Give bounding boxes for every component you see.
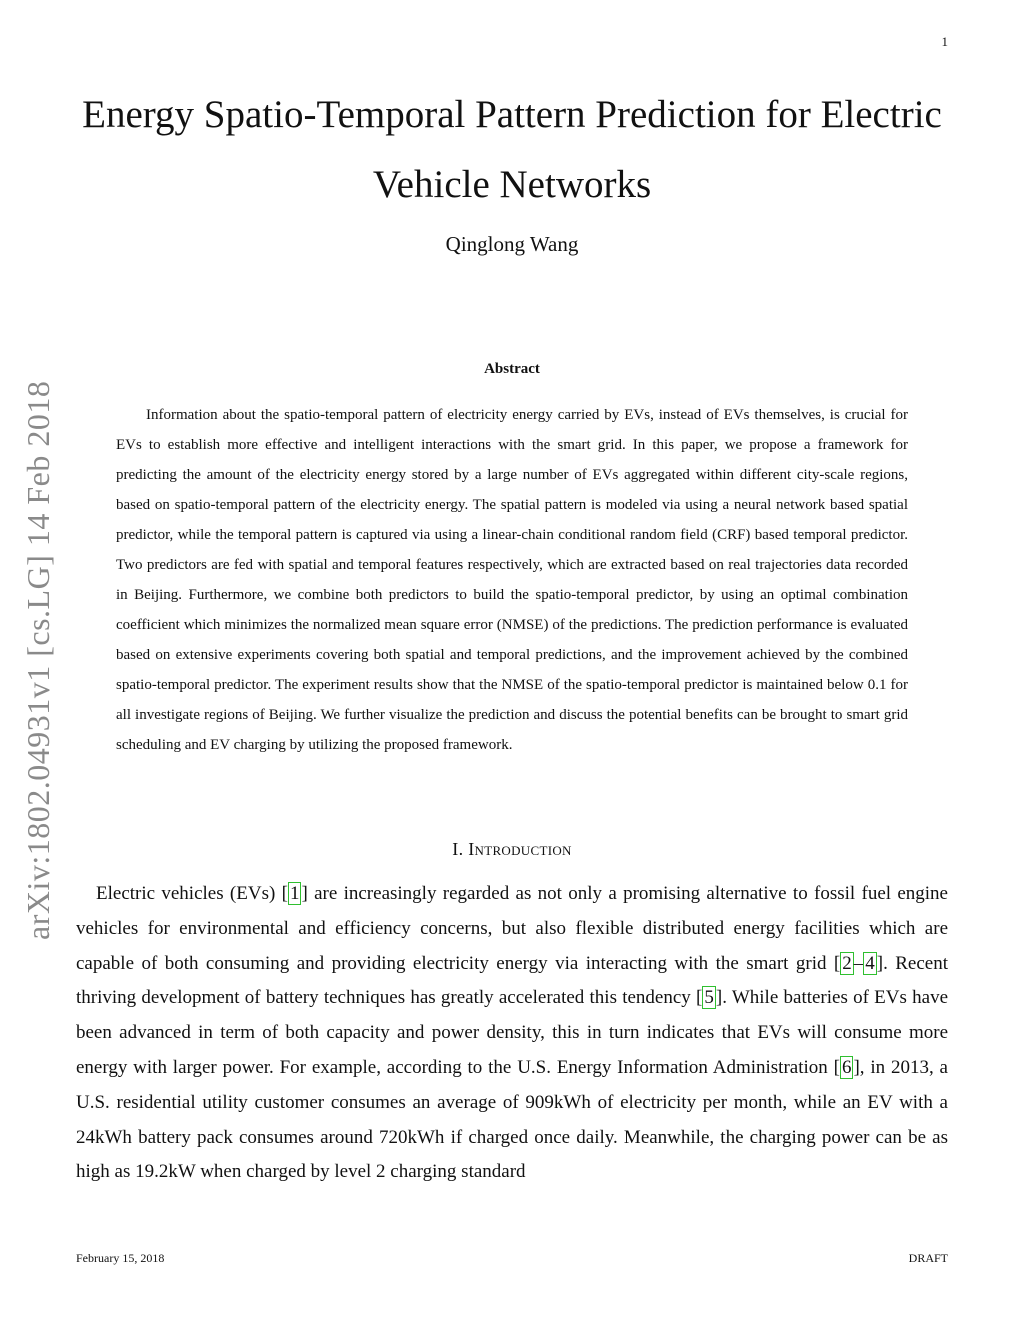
intro-text-2: ] are increasingly regarded as not only a promising alternative to fossil fuel engine vehicles for environmental and efficiency concerns, but also flexible distributed energy facilities which are capable of both consuming and providing electricity energy via interacting with the smart grid [ (76, 883, 948, 974)
footer-draft-label: DRAFT (908, 1251, 948, 1265)
section-number: I. (452, 839, 464, 859)
introduction-paragraph (76, 877, 948, 1190)
intro-text-5: ], in 2013, a U.S. residential utility customer consumes an average of 909kWh of electricity per month, while an EV with a 24kWh battery pack consumes around 720kWh if charged once daily. Meanwhile, the charging power can be as high as 19.2kW when charged by level 2 charging standard (76, 1056, 948, 1183)
intro-text-4: ]. While batteries of EVs have been advanced in term of both capacity and power density, this in turn indicates that EVs will consume more energy with larger power. For example, according to the U.S. Energy Information Administration [ (76, 987, 948, 1078)
abstract-text: Information about the spatio-temporal pattern of electricity energy carried by EVs, instead of EVs themselves, is crucial for EVs to establish more effective and intelligent interactions with the smart grid. In this paper, we propose a framework for predicting the amount of the electricity energy stored by a large number of EVs aggregated within different city-scale regions, based on spatio-temporal pattern of the electricity energy. The spatial pattern is modeled via using a neural network based spatial predictor, while the temporal pattern is captured via using a linear-chain conditional random field (CRF) based temporal predictor. Two predictors are fed with spatial and temporal features respectively, which are extracted based on real trajectories data recorded in Beijing. Furthermore, we combine both predictors to build the spatio-temporal predictor, by using an optimal combination coefficient which minimizes the normalized mean square error (NMSE) of the predictions. The prediction performance is evaluated based on extensive experiments covering both spatial and temporal predictions, and the improvement achieved by the combined spatio-temporal predictor. The experiment results show that the NMSE of the spatio-temporal predictor is maintained below 0.1 for all investigate regions of Beijing. We further visualize the prediction and discuss the potential benefits can be brought to smart grid scheduling and EV charging by utilizing the proposed framework. (116, 407, 908, 753)
citation-link-4[interactable]: 4 (865, 952, 875, 974)
intro-text-1: Electric vehicles (EVs) [ (96, 883, 288, 904)
page-number: 1 (941, 34, 948, 49)
citation-link-2[interactable]: 2 (842, 952, 852, 974)
citation-link-6[interactable]: 6 (841, 1056, 852, 1078)
abstract-heading: Abstract (484, 361, 540, 377)
intro-text-dash: – (853, 952, 864, 974)
author-name: Qinglong Wang (445, 232, 579, 256)
paper-title: Energy Spatio-Temporal Pattern Prediction for Electric Vehicle Networks (82, 93, 942, 206)
section-title: Introduction (468, 839, 572, 859)
arxiv-identifier-stamp: arXiv:1802.04931v1 [cs.LG] 14 Feb 2018 (20, 380, 56, 940)
citation-link-1[interactable]: 1 (289, 883, 300, 904)
footer-date: February 15, 2018 (76, 1251, 165, 1265)
intro-text-3: ]. Recent thriving development of battery techniques has greatly accelerated this tendency [ (76, 952, 949, 1009)
citation-link-5[interactable]: 5 (704, 987, 714, 1009)
section-heading (76, 839, 948, 860)
